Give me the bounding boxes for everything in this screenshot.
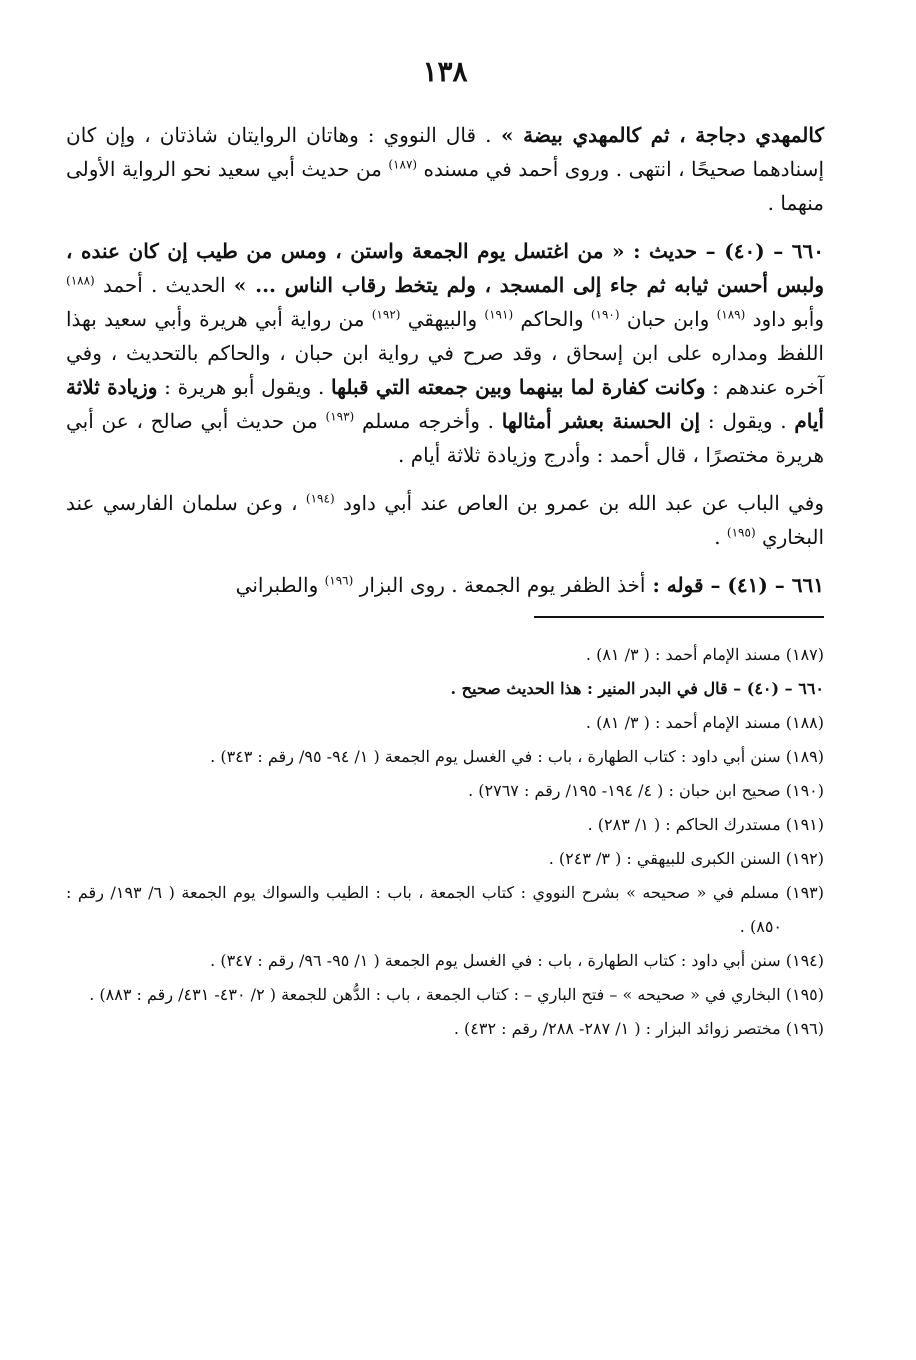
footnote-separator: [534, 616, 824, 618]
text-run: والطبراني: [235, 573, 325, 597]
text-run: وفي الباب عن عبد الله بن عمرو بن العاص عند أبي داود: [334, 491, 824, 515]
footnote-ref: (١٩٦): [324, 573, 354, 588]
footnote-ref: (١٩٥): [726, 525, 756, 540]
text-run: (١٩٤) سنن أبي داود : كتاب الطهارة ، باب : في الغسل يوم الجمعة ( ١/ ٩٥- ٩٦/ رقم : ٣٤٧) .: [210, 951, 824, 970]
footnote-ref: (١٨٧): [388, 157, 418, 172]
footnote-190: [66, 774, 824, 808]
paragraph-hadith-660: [66, 234, 824, 472]
text-run: من رواية أبي هريرة وأبي سعيد بهذا اللفظ ومداره على ابن إسحاق ، وقد صرح في رواية ابن حبان ، والحاكم بالتحديث ، وفي آخره عندهم :: [66, 307, 824, 399]
text-run: . ويقول أبو هريرة :: [157, 375, 332, 399]
text-run: (١٨٨) مسند الإمام أحمد : ( ٣/ ٨١) .: [585, 713, 824, 732]
bold-text-run: كالمهدي دجاجة ، ثم كالمهدي بيضة »: [491, 123, 824, 147]
footnote-ref: (١٩٤): [305, 491, 335, 506]
text-run: من حديث أبي سعيد نحو الرواية الأولى منهما .: [66, 157, 824, 215]
bold-text-run: ٦٦٠ – (٤٠) – حديث : « من اغتسل يوم الجمعة واستن ، ومس من طيب إن كان عنده ، ولبس أحسن ثيابه ثم جاء إلى المسجد ، ولم يتخط رقاب الناس ... »: [66, 239, 825, 297]
bold-text-run: وزيادة ثلاثة أيام: [66, 375, 824, 433]
page-number: ١٣٨: [422, 55, 468, 88]
text-run: . ويقول :: [700, 409, 795, 433]
footnote-193: [66, 876, 824, 944]
footnote-ref: (١٩٠): [590, 307, 620, 322]
bold-text-run: ٦٦٠ – (٤٠) – قال في البدر المنير : هذا الحديث صحيح .: [450, 679, 824, 698]
text-run: من حديث أبي صالح ، عن أبي هريرة مختصرًا ، قال أحمد : وأدرج وزيادة ثلاثة أيام .: [66, 409, 824, 467]
text-run: والحاكم: [513, 307, 591, 331]
text-run: (١٨٩) سنن أبي داود : كتاب الطهارة ، باب : في الغسل يوم الجمعة ( ١/ ٩٤- ٩٥/ رقم : ٣٤٣) .: [210, 747, 824, 766]
footnote-ref: (١٩١): [484, 307, 514, 322]
bold-text-run: إن الحسنة بعشر أمثالها: [501, 409, 701, 433]
footnote-189: [66, 740, 824, 774]
text-run: والبيهقي: [400, 307, 485, 331]
footnote-ref: (١٨٩): [716, 307, 746, 322]
paragraph-related: [66, 486, 824, 554]
text-run: (١٨٧) مسند الإمام أحمد : ( ٣/ ٨١) .: [585, 645, 824, 664]
footnotes: [66, 638, 824, 1046]
text-run: ، وعن سلمان الفارسي عند البخاري: [66, 491, 824, 549]
text-run: الحديث . أحمد: [94, 273, 234, 297]
footnote-188: [66, 706, 824, 740]
main-text: [66, 118, 824, 602]
footnote-195: [66, 978, 824, 1012]
bold-text-run: وكانت كفارة لما بينهما وبين جمعته التي قبلها: [331, 375, 706, 399]
text-run: (١٩٣) مسلم في « صحيحه » بشرح النووي : كتاب الجمعة ، باب : الطيب والسواك يوم الجمعة ( ٦/ ١٩٣/ رقم : ٨٥٠) .: [66, 883, 824, 936]
text-run: أخذ الظفر يوم الجمعة . روى البزار: [353, 573, 646, 597]
text-run: . وأخرجه مسلم: [354, 409, 502, 433]
text-run: وابن حبان: [619, 307, 717, 331]
footnote-ref: (١٩٣): [325, 409, 355, 424]
footnote-194: [66, 944, 824, 978]
text-run: (١٩٥) البخاري في « صحيحه » – فتح الباري – : كتاب الجمعة ، باب : الدُّهن للجمعة ( ٢/ ٤٣٠- ٤٣١/ رقم : ٨٨٣) .: [89, 985, 824, 1004]
text-run: . قال النووي : وهاتان الروايتان شاذتان ، وإن كان إسنادهما صحيحًا ، انتهى . وروى أحمد في مسنده: [66, 123, 824, 181]
text-run: (١٩٦) مختصر زوائد البزار : ( ١/ ٢٨٧- ٢٨٨/ رقم : ٤٣٢) .: [453, 1019, 824, 1038]
footnote-196: [66, 1012, 824, 1046]
text-run: (١٩٢) السنن الكبرى للبيهقي : ( ٣/ ٢٤٣) .: [548, 849, 824, 868]
bold-text-run: ٦٦١ – (٤١) – قوله :: [645, 573, 824, 597]
footnote-191: [66, 808, 824, 842]
paragraph-intro: [66, 118, 824, 220]
footnote-660-note: [66, 672, 824, 706]
text-run: وأبو داود: [745, 307, 824, 331]
text-run: .: [714, 525, 727, 549]
paragraph-hadith-661: [66, 568, 824, 602]
text-run: (١٩١) مستدرك الحاكم : ( ١/ ٢٨٣) .: [587, 815, 824, 834]
text-run: (١٩٠) صحيح ابن حبان : ( ٤/ ١٩٤- ١٩٥/ رقم : ٢٧٦٧) .: [468, 781, 824, 800]
footnote-ref: (١٩٢): [371, 307, 401, 322]
book-page: [66, 52, 824, 1046]
footnote-187: [66, 638, 824, 672]
footnote-ref: (١٨٨): [66, 273, 95, 288]
footnote-192: [66, 842, 824, 876]
